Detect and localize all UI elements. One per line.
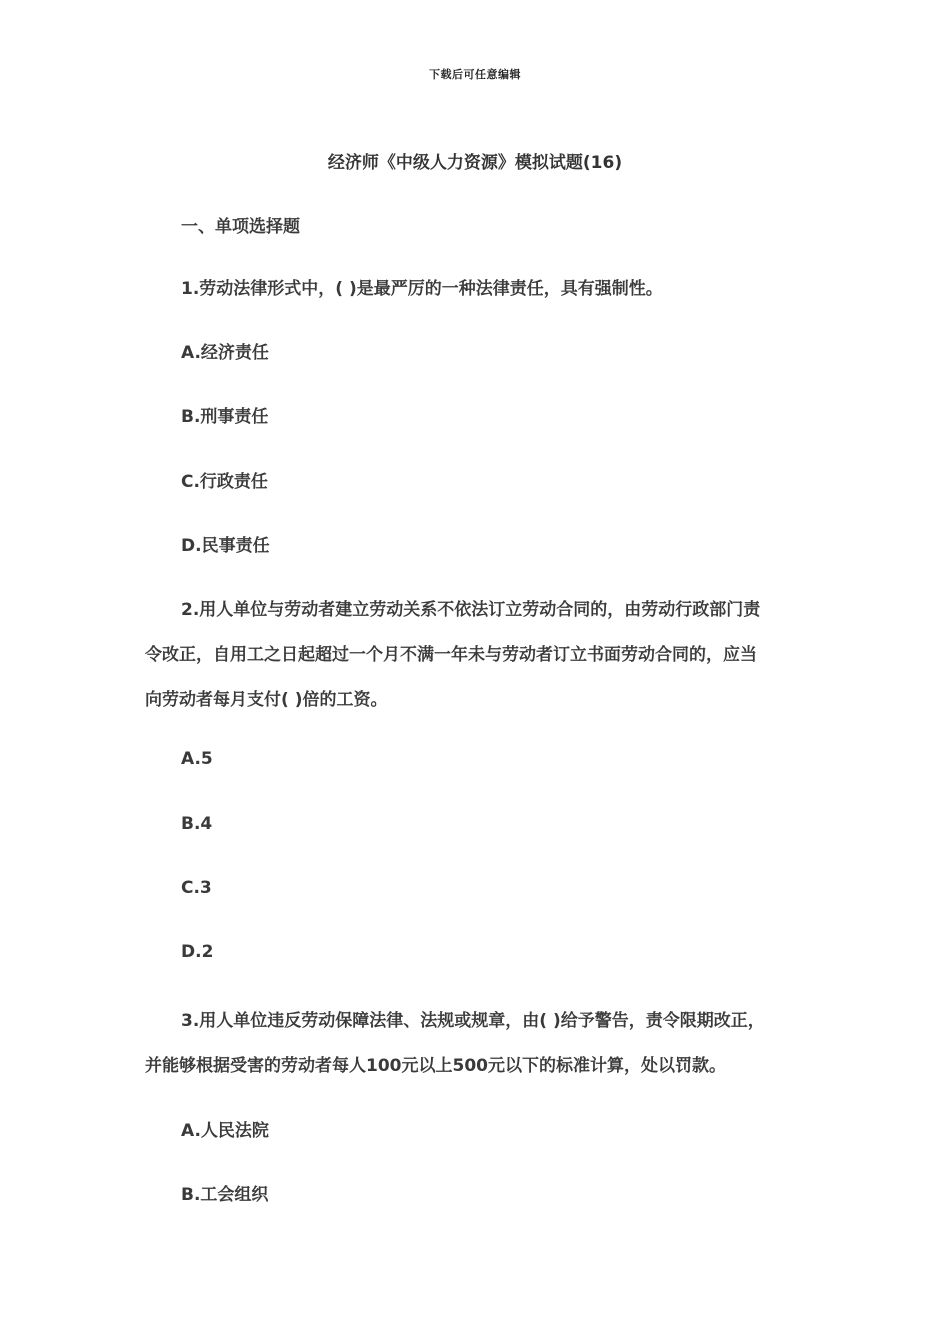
question-2-option-a: A.5 <box>181 749 213 769</box>
question-3-stem-line-2: 并能够根据受害的劳动者每人100元以上500元以下的标准计算，处以罚款。 <box>145 1056 726 1076</box>
section-heading: 一、单项选择题 <box>181 217 300 237</box>
question-1-stem: 1.劳动法律形式中，( )是最严厉的一种法律责任，具有强制性。 <box>181 279 663 299</box>
question-3-option-a: A.人民法院 <box>181 1121 269 1141</box>
question-3-option-b: B.工会组织 <box>181 1185 269 1205</box>
question-3-stem-line-1: 3.用人单位违反劳动保障法律、法规或规章，由( )给予警告，责令限期改正， <box>181 1011 765 1031</box>
question-2-stem-line-2: 令改正，自用工之日起超过一个月不满一年未与劳动者订立书面劳动合同的，应当 <box>145 645 757 665</box>
question-1-option-a: A.经济责任 <box>181 343 269 363</box>
question-2-stem-line-1: 2.用人单位与劳动者建立劳动关系不依法订立劳动合同的，由劳动行政部门责 <box>181 600 761 620</box>
question-2-option-c: C.3 <box>181 878 212 898</box>
question-1-option-b: B.刑事责任 <box>181 407 269 427</box>
question-2-stem-line-3: 向劳动者每月支付( )倍的工资。 <box>145 690 388 710</box>
question-2-option-d: D.2 <box>181 942 214 962</box>
page-title: 经济师《中级人力资源》模拟试题(16) <box>327 153 623 173</box>
question-1-option-d: D.民事责任 <box>181 536 270 556</box>
question-1-option-c: C.行政责任 <box>181 472 268 492</box>
question-2-option-b: B.4 <box>181 814 213 834</box>
header-note: 下载后可任意编辑 <box>429 68 521 81</box>
